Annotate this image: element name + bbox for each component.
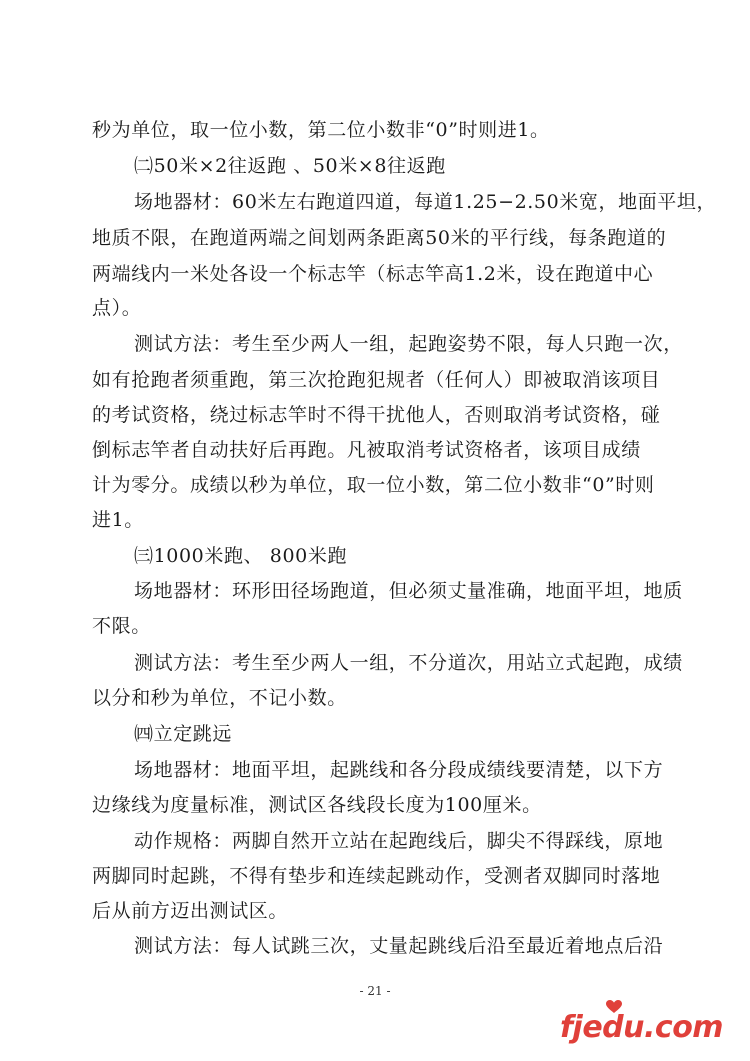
text-line: 动作规格：两脚自然开立站在起跑线后，脚尖不得踩线，原地 <box>134 830 664 852</box>
text-line: 边缘线为度量标准，测试区各线段长度为100厘米。 <box>92 794 542 816</box>
text-line: 秒为单位，取一位小数，第二位小数非“0”时则进1。 <box>92 119 550 141</box>
text-line: 测试方法：考生至少两人一组，起跑姿势不限，每人只跑一次， <box>134 333 683 355</box>
text-line: 倒标志竿者自动扶好后再跑。凡被取消考试资格者，该项目成绩 <box>92 439 641 461</box>
section-heading: ㈡50米×2往返跑 、50米×8往返跑 <box>134 155 446 177</box>
text-line: 测试方法：每人试跳三次，丈量起跳线后沿至最近着地点后沿 <box>134 935 664 957</box>
text-line: 点）。 <box>92 297 142 319</box>
text-line: 进1。 <box>92 509 144 531</box>
text-line: 两脚同时起跳，不得有垫步和连续起跳动作，受测者双脚同时落地 <box>92 865 661 887</box>
text-line: 不限。 <box>92 615 151 637</box>
watermark-text: fjedu.com <box>560 1010 724 1045</box>
page-number: - 21 - <box>359 984 391 998</box>
text-line: 的考试资格，绕过标志竿时不得干扰他人，否则取消考试资格，碰 <box>92 404 661 426</box>
text-line: 后从前方迈出测试区。 <box>92 900 289 922</box>
text-line: 场地器材：环形田径场跑道，但必须丈量准确，地面平坦，地质 <box>134 580 683 602</box>
text-line: 如有抢跑者须重跑，第三次抢跑犯规者（任何人）即被取消该项目 <box>92 369 661 391</box>
text-line: 测试方法：考生至少两人一组，不分道次，用站立式起跑，成绩 <box>134 652 683 674</box>
section-heading: ㈢1000米跑、 800米跑 <box>134 545 348 567</box>
text-line: 场地器材：地面平坦，起跳线和各分段成绩线要清楚，以下方 <box>134 759 664 781</box>
site-watermark-logo <box>560 1004 740 1052</box>
text-line: 以分和秒为单位，不记小数。 <box>92 687 347 709</box>
text-line: 计为零分。成绩以秒为单位，取一位小数，第二位小数非“0”时则 <box>92 474 655 496</box>
text-line: 地质不限，在跑道两端之间划两条距离50米的平行线，每条跑道的 <box>92 227 667 249</box>
section-heading: ㈣立定跳远 <box>134 723 233 745</box>
text-line: 两端线内一米处各设一个标志竿（标志竿高1.2米，设在跑道中心 <box>92 263 654 285</box>
text-line: 场地器材：60米左右跑道四道，每道1.25−2.50米宽，地面平坦， <box>134 191 717 213</box>
